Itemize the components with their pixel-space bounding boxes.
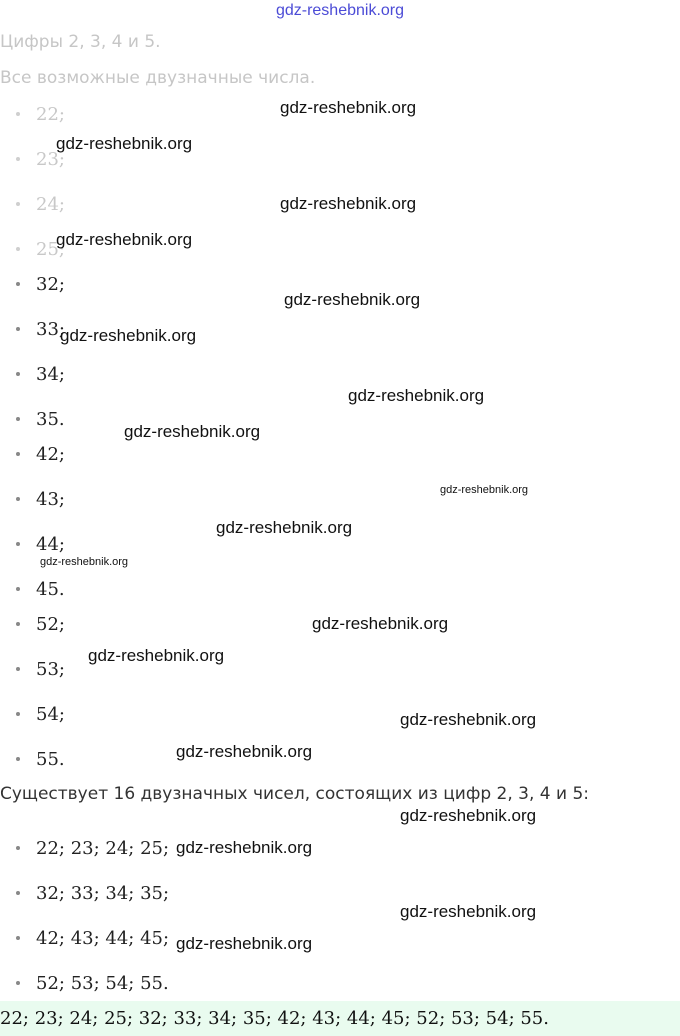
list-item: 42; [16,439,65,469]
list-item: 22; 23; 24; 25; [16,833,169,863]
bullet-icon [16,981,20,985]
watermark: gdz-reshebnik.org [216,518,353,537]
watermark: gdz-reshebnik.org [348,386,485,405]
watermark: gdz-reshebnik.org [176,934,313,953]
bullet-icon [16,587,20,591]
bullet-icon [16,327,20,331]
list-item: 55. [16,744,65,774]
watermark: gdz-reshebnik.org [400,902,537,921]
bullet-icon [16,936,20,940]
bullet-icon [16,891,20,895]
watermark: gdz-reshebnik.org [56,134,193,153]
list-item: 45. [16,574,65,604]
watermark: gdz-reshebnik.org [60,326,197,345]
list-item: 25; [16,234,65,264]
list-item: 32; [16,269,65,299]
bullet-icon [16,417,20,421]
bullet-icon [16,757,20,761]
list-item: 32; 33; 34; 35; [16,878,169,908]
bullet-icon [16,667,20,671]
answer-text: 22; 23; 24; 25; 32; 33; 34; 35; 42; 43; 44; 45; 52; 53; 54; 55. [0,1008,549,1029]
watermark: gdz-reshebnik.org [40,556,129,568]
watermark: gdz-reshebnik.org [284,290,421,309]
summary-line: Существует 16 двузначных чисел, состоящих из цифр 2, 3, 4 и 5: [0,784,590,804]
digits-line: Цифры 2, 3, 4 и 5. [0,32,161,52]
watermark: gdz-reshebnik.org [280,194,417,213]
all-numbers-line: Все возможные двузначные числа. [0,68,316,88]
bullet-icon [16,372,20,376]
watermark: gdz-reshebnik.org [176,838,313,857]
bullet-icon [16,202,20,206]
watermark: gdz-reshebnik.org [124,422,261,441]
bullet-icon [16,712,20,716]
watermark: gdz-reshebnik.org [440,484,529,496]
list-item: 22; [16,99,65,129]
bullet-icon [16,542,20,546]
list-item: 53; [16,654,65,684]
watermark: gdz-reshebnik.org [312,614,449,633]
bullet-icon [16,247,20,251]
list-item: 44; [16,529,65,559]
bullet-icon [16,282,20,286]
site-header-watermark: gdz-reshebnik.org [275,2,405,19]
list-item: 34; [16,359,65,389]
bullet-icon [16,157,20,161]
watermark: gdz-reshebnik.org [400,806,537,825]
watermark: gdz-reshebnik.org [88,646,225,665]
list-item: 54; [16,699,65,729]
list-item: 33; [16,314,65,344]
watermark: gdz-reshebnik.org [280,98,417,117]
bullet-icon [16,452,20,456]
bullet-icon [16,497,20,501]
watermark: gdz-reshebnik.org [176,742,313,761]
list-item: 52; 53; 54; 55. [16,968,169,998]
list-item: 23; [16,144,65,174]
list-item: 42; 43; 44; 45; [16,923,169,953]
list-item: 52; [16,609,65,639]
bullet-icon [16,846,20,850]
watermark: gdz-reshebnik.org [400,710,537,729]
list-item: 43; [16,484,65,514]
answer-box [0,1001,680,1036]
bullet-icon [16,112,20,116]
watermark: gdz-reshebnik.org [56,230,193,249]
list-item: 24; [16,189,65,219]
list-item: 35. [16,404,65,434]
bullet-icon [16,622,20,626]
